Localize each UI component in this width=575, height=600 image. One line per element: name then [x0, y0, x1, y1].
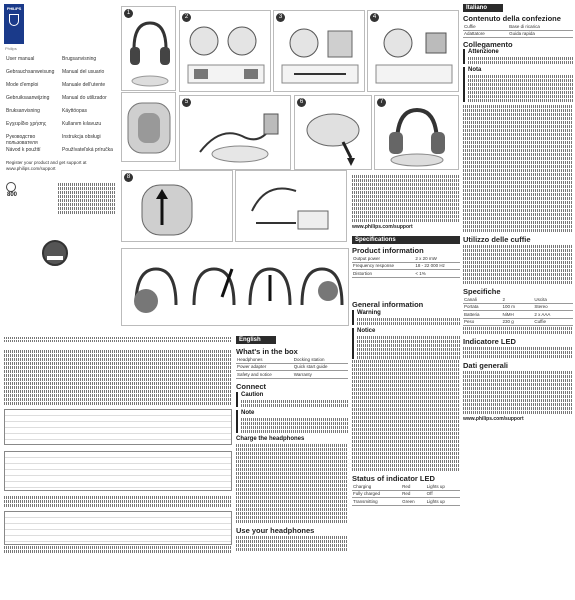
connect-title: Connect: [236, 381, 266, 391]
language-label: Gebrauchsanweisung: [6, 69, 55, 75]
spec-cell: 2 x AAA: [533, 311, 573, 319]
spec-cell: Stereo: [533, 303, 573, 311]
step-6-panel: [294, 95, 372, 170]
language-row: [6, 95, 118, 108]
language-label: Mode d'emploi: [6, 82, 39, 88]
legal-notice: [4, 336, 232, 598]
spec-cell: Cuffie: [533, 318, 573, 326]
legal-table-2: [4, 451, 232, 491]
phone-prefix: 800: [7, 192, 18, 198]
language-label: Manuale dell'utente: [62, 82, 106, 88]
step-8-panel: [121, 170, 233, 242]
language-label: Εγχειρίδιο χρήσης: [6, 121, 47, 127]
philips-logo: [4, 4, 24, 44]
specs-block: [352, 174, 460, 278]
logo-shield-icon: [9, 14, 19, 26]
spec-cell: Uscita: [533, 296, 573, 303]
language-grid: [6, 56, 118, 160]
battery-insert-illustration: [180, 11, 272, 93]
cover-panel: [2, 4, 118, 332]
box-table: [236, 356, 348, 379]
charging-dock-illustration: [180, 96, 292, 171]
led-cell: Fully charged: [352, 490, 401, 498]
led-cell: Red: [401, 490, 426, 498]
language-label: Käyttöopas: [62, 108, 88, 114]
led-title-it: Indicatore LED: [463, 337, 516, 346]
place-on-dock-illustration: [295, 96, 373, 171]
spec-bar: Specifications: [352, 236, 460, 244]
step-5-panel: [179, 95, 291, 170]
box-item: Docking station: [293, 356, 348, 363]
spec-table-it: [463, 296, 573, 326]
attention-box: [463, 49, 573, 64]
headphones-illustration: [122, 7, 177, 92]
led-table: [352, 483, 460, 506]
table-row: [352, 262, 460, 270]
support-url-bold[interactable]: www.philips.com/support: [352, 224, 413, 230]
language-row: [6, 56, 118, 69]
box-item: Cuffie: [463, 23, 508, 30]
note-label-it: Nota: [468, 67, 482, 73]
box-title-it: Contenuto della confezione: [463, 14, 561, 23]
step-1-panel: [121, 6, 176, 91]
table-row: [463, 318, 573, 326]
legal-table-3: [4, 511, 232, 545]
spec-cell: < 1%: [414, 270, 460, 278]
table-row: [236, 363, 348, 371]
table-row: [236, 356, 348, 363]
spec-cell: 2 x 20 mW: [414, 255, 460, 262]
language-row: [6, 82, 118, 95]
box-item: Quick start guide: [293, 363, 348, 371]
language-row: [6, 134, 118, 147]
led-cell: Green: [401, 498, 426, 506]
spec-cell: Peso: [463, 318, 501, 326]
step-7-panel: [374, 95, 459, 170]
support-url[interactable]: www.philips.com/support: [6, 166, 56, 171]
use-title: Use your headphones: [236, 525, 315, 535]
general-title-it: Dati generali: [463, 361, 509, 370]
language-row: [6, 69, 118, 82]
led-cell: Transmitting: [352, 498, 401, 506]
brand-tagline: Philips: [5, 46, 17, 51]
general-info-title: General information: [352, 300, 424, 309]
product-info-title: Product information: [352, 246, 424, 255]
step-number: 4: [370, 13, 379, 22]
spec-cell: 230 g: [501, 318, 533, 326]
dock-connect-illustration: [274, 11, 366, 93]
step-number: 5: [182, 98, 191, 107]
headphones-on-dock-illustration: [375, 96, 460, 171]
led-cell: Charging: [352, 483, 401, 490]
step-3-panel: [273, 10, 365, 92]
led-cell: Red: [401, 483, 426, 490]
step-4-panel: [367, 10, 459, 92]
language-label: Руководство пользователя: [6, 134, 38, 146]
spec-cell: NiMH: [501, 311, 533, 319]
box-item: Adattatore: [463, 30, 508, 38]
language-label: Bruksanvisning: [6, 108, 40, 114]
led-cell: Lights up: [426, 498, 460, 506]
italian-tab: Italiano: [463, 4, 503, 12]
box-item: Headphones: [236, 356, 293, 363]
box-item: Base di ricarica: [508, 23, 573, 30]
table-row: [236, 371, 348, 379]
logo-text: PHILIPS: [6, 6, 22, 11]
language-label: Gebruiksaanwijzing: [6, 95, 50, 101]
english-tab: English: [236, 336, 276, 344]
language-label: Manual del usuario: [62, 69, 105, 75]
spec-cell: 2: [501, 296, 533, 303]
caution-label: Caution: [241, 391, 264, 398]
caution-box: [236, 392, 348, 407]
box-item: Power adapter: [236, 363, 293, 371]
general-info-column: [352, 300, 460, 598]
english-column: [236, 336, 348, 598]
led-status-title: Status of indicator LED: [352, 474, 435, 483]
language-row: [6, 108, 118, 121]
step-9-panel: [235, 170, 347, 242]
table-row: [352, 483, 460, 490]
language-label: Kullanım kılavuzu: [62, 121, 102, 127]
box-item: Guida rapida: [508, 30, 573, 38]
spec-cell: Batteria: [463, 311, 501, 319]
spec-cell: Portata: [463, 303, 501, 311]
table-row: [463, 311, 573, 319]
step-10-panel: [121, 248, 349, 326]
box-item: Warranty: [293, 371, 348, 379]
step-1-lower-panel: [121, 92, 176, 162]
whats-in-box-title: What's in the box: [236, 347, 298, 356]
table-row: [463, 23, 573, 30]
step-2-panel: [179, 10, 271, 92]
spec-table: [352, 255, 460, 278]
charge-title: Charge the headphones: [236, 435, 305, 442]
notice-box: [352, 328, 460, 359]
note-box: [236, 410, 348, 433]
table-row: [352, 498, 460, 506]
audio-connect-illustration: [236, 171, 348, 243]
table-row: [463, 296, 573, 303]
table-row: [352, 490, 460, 498]
step-number: 3: [276, 13, 285, 22]
language-row: [6, 147, 118, 160]
table-row: [352, 255, 460, 262]
use-title-it: Utilizzo delle cuffie: [463, 235, 531, 244]
power-adapter-illustration: [368, 11, 460, 93]
table-row: [463, 303, 573, 311]
step-number: 1: [124, 9, 133, 18]
led-cell: Off: [426, 490, 460, 498]
box-table-it: [463, 23, 573, 38]
box-item: Safety and notice: [236, 371, 293, 379]
language-label: Používateľská príručka: [62, 147, 113, 153]
language-label: Instrukcja obsługi: [62, 134, 101, 140]
note-box-it: [463, 67, 573, 102]
warning-label: Warning: [357, 310, 381, 316]
spec-cell: 18 - 22 000 Hz: [414, 262, 460, 270]
phone-icon: [6, 182, 16, 192]
earcup-closeup-illustration: [122, 93, 177, 163]
register-line: Register your product and get support at: [6, 160, 87, 165]
table-row: [352, 270, 460, 278]
language-label: Manual do utilizador: [62, 95, 107, 101]
italian-column: [463, 4, 573, 598]
contact-block: [58, 182, 116, 215]
step-number: 6: [297, 98, 306, 107]
spec-cell: Frequency response: [352, 262, 414, 270]
step-number: 8: [124, 173, 133, 182]
certification-seal-icon: [42, 240, 68, 266]
language-label: Návod k použití: [6, 147, 41, 153]
legal-table-1: [4, 409, 232, 445]
spec-title-it: Specifiche: [463, 287, 501, 296]
notice-label: Notice: [357, 328, 376, 334]
power-on-illustration: [122, 171, 234, 243]
volume-adjust-illustration: [122, 249, 350, 327]
spec-cell: 100 m: [501, 303, 533, 311]
support-url-it[interactable]: www.philips.com/support: [463, 416, 524, 422]
step-number: 7: [377, 98, 386, 107]
spec-cell: Distortion: [352, 270, 414, 278]
language-label: User manual: [6, 56, 35, 62]
language-row: [6, 121, 118, 134]
connect-title-it: Collegamento: [463, 40, 513, 49]
led-cell: Lights up: [426, 483, 460, 490]
language-label: Brugsanvisning: [62, 56, 97, 62]
note-label: Note: [241, 409, 255, 416]
attention-label: Attenzione: [468, 49, 499, 55]
spec-cell: Output power: [352, 255, 414, 262]
spec-cell: Canali: [463, 296, 501, 303]
warning-box: [352, 310, 460, 325]
step-number: 2: [182, 13, 191, 22]
table-row: [463, 30, 573, 38]
